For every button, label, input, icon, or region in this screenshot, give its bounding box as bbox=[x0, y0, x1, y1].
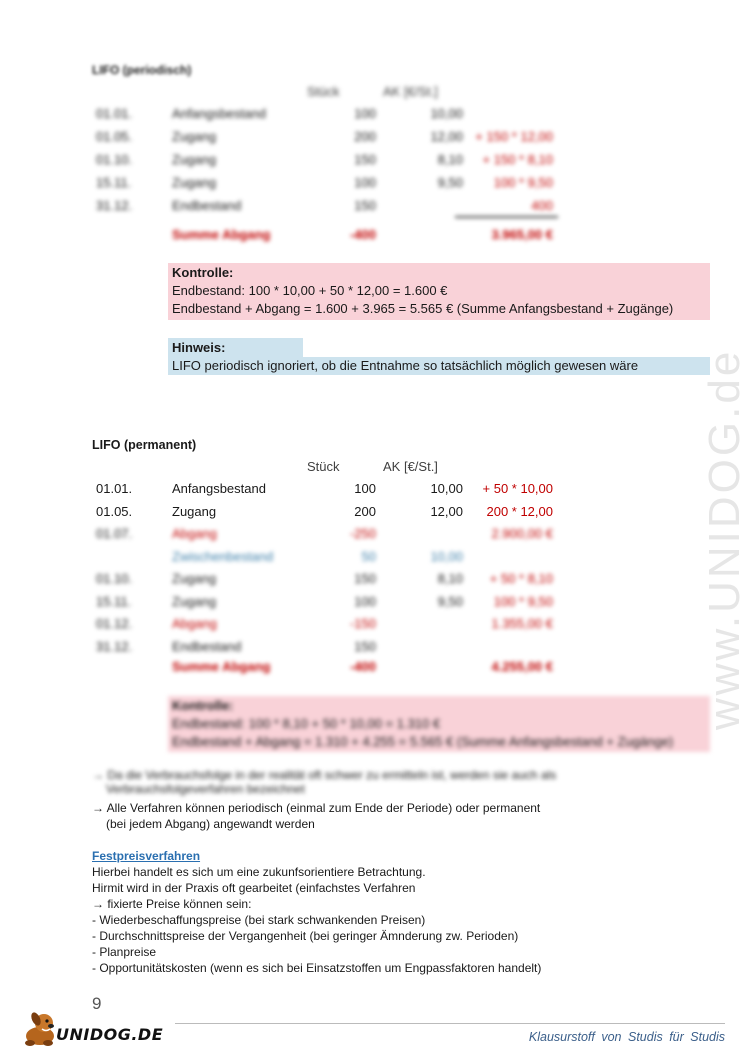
footer-logo bbox=[20, 1010, 164, 1050]
label-cell: Abgang bbox=[172, 616, 217, 631]
calc-cell: + 150 * 12,00 bbox=[475, 129, 553, 144]
note1-line1: → Da die Verbrauchsfolge in der realität oft schwer zu ermitteln ist, werden sie auch als bbox=[92, 768, 557, 782]
date-cell: 15.11. bbox=[96, 593, 132, 609]
calc-cell: + 150 * 8,10 bbox=[482, 152, 553, 167]
festpreis-line: Hirmit wird in der Praxis oft gearbeitet (einfachstes Verfahren bbox=[92, 881, 416, 895]
date-cell: 15.11. bbox=[96, 175, 132, 190]
periodic-sum-label: Summe Abgang bbox=[172, 227, 271, 242]
qty-cell: 50 bbox=[361, 548, 376, 564]
permanent-kontrolle-box bbox=[168, 696, 710, 752]
note2 bbox=[92, 800, 540, 832]
festpreis-line: → fixierte Preise können sein: bbox=[92, 897, 252, 911]
date-cell: 01.05. bbox=[96, 129, 133, 144]
periodic-sum-qty: -400 bbox=[349, 227, 376, 242]
date-cell: 31.12. bbox=[96, 638, 133, 654]
label-cell: Zugang bbox=[172, 175, 217, 190]
periodic-kontrolle-box bbox=[168, 263, 710, 320]
permanent-kontrolle-title: Kontrolle: bbox=[172, 698, 234, 713]
label-cell: Endbestand bbox=[172, 198, 242, 213]
label-cell: Zugang bbox=[172, 129, 217, 144]
calc-cell: + 50 * 8,10 bbox=[489, 571, 553, 586]
permanent-col-cost: AK [€/St.] bbox=[383, 459, 438, 474]
permanent-kontrolle-line1: Endbestand: 100 * 8,10 + 50 * 10,00 = 1.310 € bbox=[172, 716, 441, 731]
date-cell: 01.01. bbox=[96, 481, 133, 496]
permanent-heading: LIFO (permanent) bbox=[92, 438, 197, 452]
label-cell: Zugang bbox=[172, 571, 217, 586]
cost-cell: 8,10 bbox=[437, 571, 463, 586]
periodic-kontrolle-title: Kontrolle: bbox=[172, 265, 234, 280]
permanent-kontrolle-line2: Endbestand + Abgang = 1.310 + 4.255 = 5.565 € (Summe Anfangsbestand + Zugänge) bbox=[172, 734, 674, 749]
periodic-sum-value: 3.965,00 € bbox=[491, 227, 553, 242]
dog-logo-icon bbox=[20, 1010, 60, 1048]
periodic-kontrolle-line2: Endbestand + Abgang = 1.600 + 3.965 = 5.565 € (Summe Anfangsbestand + Zugänge) bbox=[172, 301, 674, 316]
festpreis-line: - Durchschnittspreise der Vergangenheit (bei geringer Ämnderung zw. Perioden) bbox=[92, 929, 519, 943]
qty-cell: 100 bbox=[354, 175, 376, 190]
cost-cell: 12,00 bbox=[430, 503, 463, 519]
table-row bbox=[0, 504, 750, 526]
date-cell: 01.01. bbox=[96, 106, 133, 121]
hinweis-title: Hinweis: bbox=[172, 340, 226, 355]
label-cell: Anfangsbestand bbox=[172, 481, 266, 496]
watermark bbox=[640, 300, 749, 730]
note1-line2: Verbrauchsfolgeverfahren bezeichnet bbox=[106, 782, 305, 796]
qty-cell: 150 bbox=[354, 638, 376, 654]
qty-cell: 150 bbox=[354, 152, 376, 167]
date-cell: 01.10. bbox=[96, 152, 133, 167]
periodic-table bbox=[0, 84, 750, 254]
date-cell: 31.12. bbox=[96, 198, 133, 213]
date-cell: 01.07. bbox=[96, 526, 133, 541]
label-cell: Endbestand bbox=[172, 638, 242, 654]
table-row bbox=[0, 152, 750, 174]
label-cell: Zugang bbox=[172, 152, 217, 167]
qty-cell: 100 bbox=[354, 593, 376, 609]
label-cell: Zwischenbestand bbox=[172, 548, 274, 564]
hinweis-title-bg bbox=[168, 338, 303, 357]
calc-cell: 100 * 9,50 bbox=[493, 593, 553, 609]
cost-cell: 10,00 bbox=[430, 106, 463, 121]
date-cell: 01.05. bbox=[96, 503, 133, 519]
label-cell: Anfangsbestand bbox=[172, 106, 266, 121]
table-row bbox=[0, 571, 750, 593]
table-row bbox=[0, 106, 750, 128]
table-row bbox=[0, 526, 750, 548]
festpreis-line: - Planpreise bbox=[92, 945, 157, 959]
note1 bbox=[92, 768, 556, 796]
festpreis-line: - Wiederbeschaffungspreise (bei stark schwankenden Preisen) bbox=[92, 913, 426, 927]
table-row bbox=[0, 549, 750, 571]
note2-line1: → Alle Verfahren können periodisch (einmal zum Ende der Periode) oder permanent bbox=[92, 801, 541, 815]
date-cell: 01.12. bbox=[96, 616, 133, 631]
label-cell: Zugang bbox=[172, 593, 217, 609]
qty-cell: -250 bbox=[349, 526, 376, 541]
periodic-col-cost: AK [€/St.] bbox=[383, 84, 438, 99]
qty-cell: -150 bbox=[349, 616, 376, 631]
permanent-col-qty: Stück bbox=[307, 459, 340, 474]
qty-cell: 100 bbox=[354, 106, 376, 121]
footer-tagline: Klausurstoff von Studis für Studis bbox=[528, 1030, 725, 1044]
table-row bbox=[0, 594, 750, 616]
table-row bbox=[0, 129, 750, 151]
qty-cell: 100 bbox=[354, 481, 376, 496]
permanent-sum-label: Summe Abgang bbox=[172, 659, 271, 674]
permanent-sum-qty: -400 bbox=[349, 659, 376, 674]
periodic-heading: LIFO (periodisch) bbox=[92, 63, 192, 77]
periodic-sum-row bbox=[0, 227, 750, 249]
cost-cell: 9,50 bbox=[437, 175, 463, 190]
permanent-sum-value: 4.255,00 € bbox=[491, 659, 553, 674]
table-row bbox=[0, 639, 750, 661]
footer-rule bbox=[175, 1023, 725, 1024]
festpreis-line: Hierbei handelt es sich um eine zukunfsorientiere Betrachtung. bbox=[92, 865, 426, 879]
festpreis-section bbox=[92, 848, 541, 976]
calc-cell: 2.900,00 € bbox=[491, 526, 553, 541]
qty-cell: 150 bbox=[354, 571, 376, 586]
qty-cell: 200 bbox=[354, 129, 376, 144]
qty-cell: 150 bbox=[354, 198, 376, 213]
cost-cell: 12,00 bbox=[430, 129, 463, 144]
label-cell: Zugang bbox=[172, 503, 217, 519]
table-row bbox=[0, 481, 750, 503]
cost-cell: 10,00 bbox=[430, 548, 463, 564]
note2-line2: (bei jedem Abgang) angewandt werden bbox=[106, 817, 315, 831]
calc-cell: 200 * 12,00 bbox=[486, 503, 553, 519]
festpreis-heading[interactable]: Festpreisverfahren bbox=[92, 849, 201, 863]
calc-cell: 400 bbox=[531, 198, 553, 213]
qty-cell: 200 bbox=[354, 503, 376, 519]
cost-cell: 8,10 bbox=[437, 152, 463, 167]
cost-cell: 10,00 bbox=[430, 481, 463, 496]
calc-cell: 1.355,00 € bbox=[491, 616, 553, 631]
table-row bbox=[0, 198, 750, 220]
festpreis-line: - Opportunitätskosten (wenn es sich bei Einsatzstoffen um Engpassfaktoren handelt) bbox=[92, 961, 542, 975]
date-cell: 01.10. bbox=[96, 571, 133, 586]
calc-cell: + 50 * 10,00 bbox=[482, 481, 553, 496]
hinweis-box bbox=[168, 357, 710, 375]
table-row bbox=[0, 175, 750, 197]
cost-cell: 9,50 bbox=[437, 593, 463, 609]
calc-cell: 100 * 9,50 bbox=[493, 175, 553, 190]
label-cell: Abgang bbox=[172, 526, 217, 541]
hinweis-text: LIFO periodisch ignoriert, ob die Entnahme so tatsächlich möglich gewesen wäre bbox=[172, 358, 639, 373]
periodic-sum-rule bbox=[455, 216, 558, 218]
permanent-table bbox=[0, 459, 750, 689]
periodic-col-qty: Stück bbox=[307, 84, 340, 99]
watermark-text: www.UNIDOG.de bbox=[700, 348, 749, 730]
table-row bbox=[0, 616, 750, 638]
page-number: 9 bbox=[92, 994, 102, 1013]
permanent-sum-row bbox=[0, 659, 750, 681]
footer-logo-text: UNIDOG.DE bbox=[56, 1025, 164, 1044]
periodic-kontrolle-line1: Endbestand: 100 * 10,00 + 50 * 12,00 = 1.600 € bbox=[172, 283, 448, 298]
